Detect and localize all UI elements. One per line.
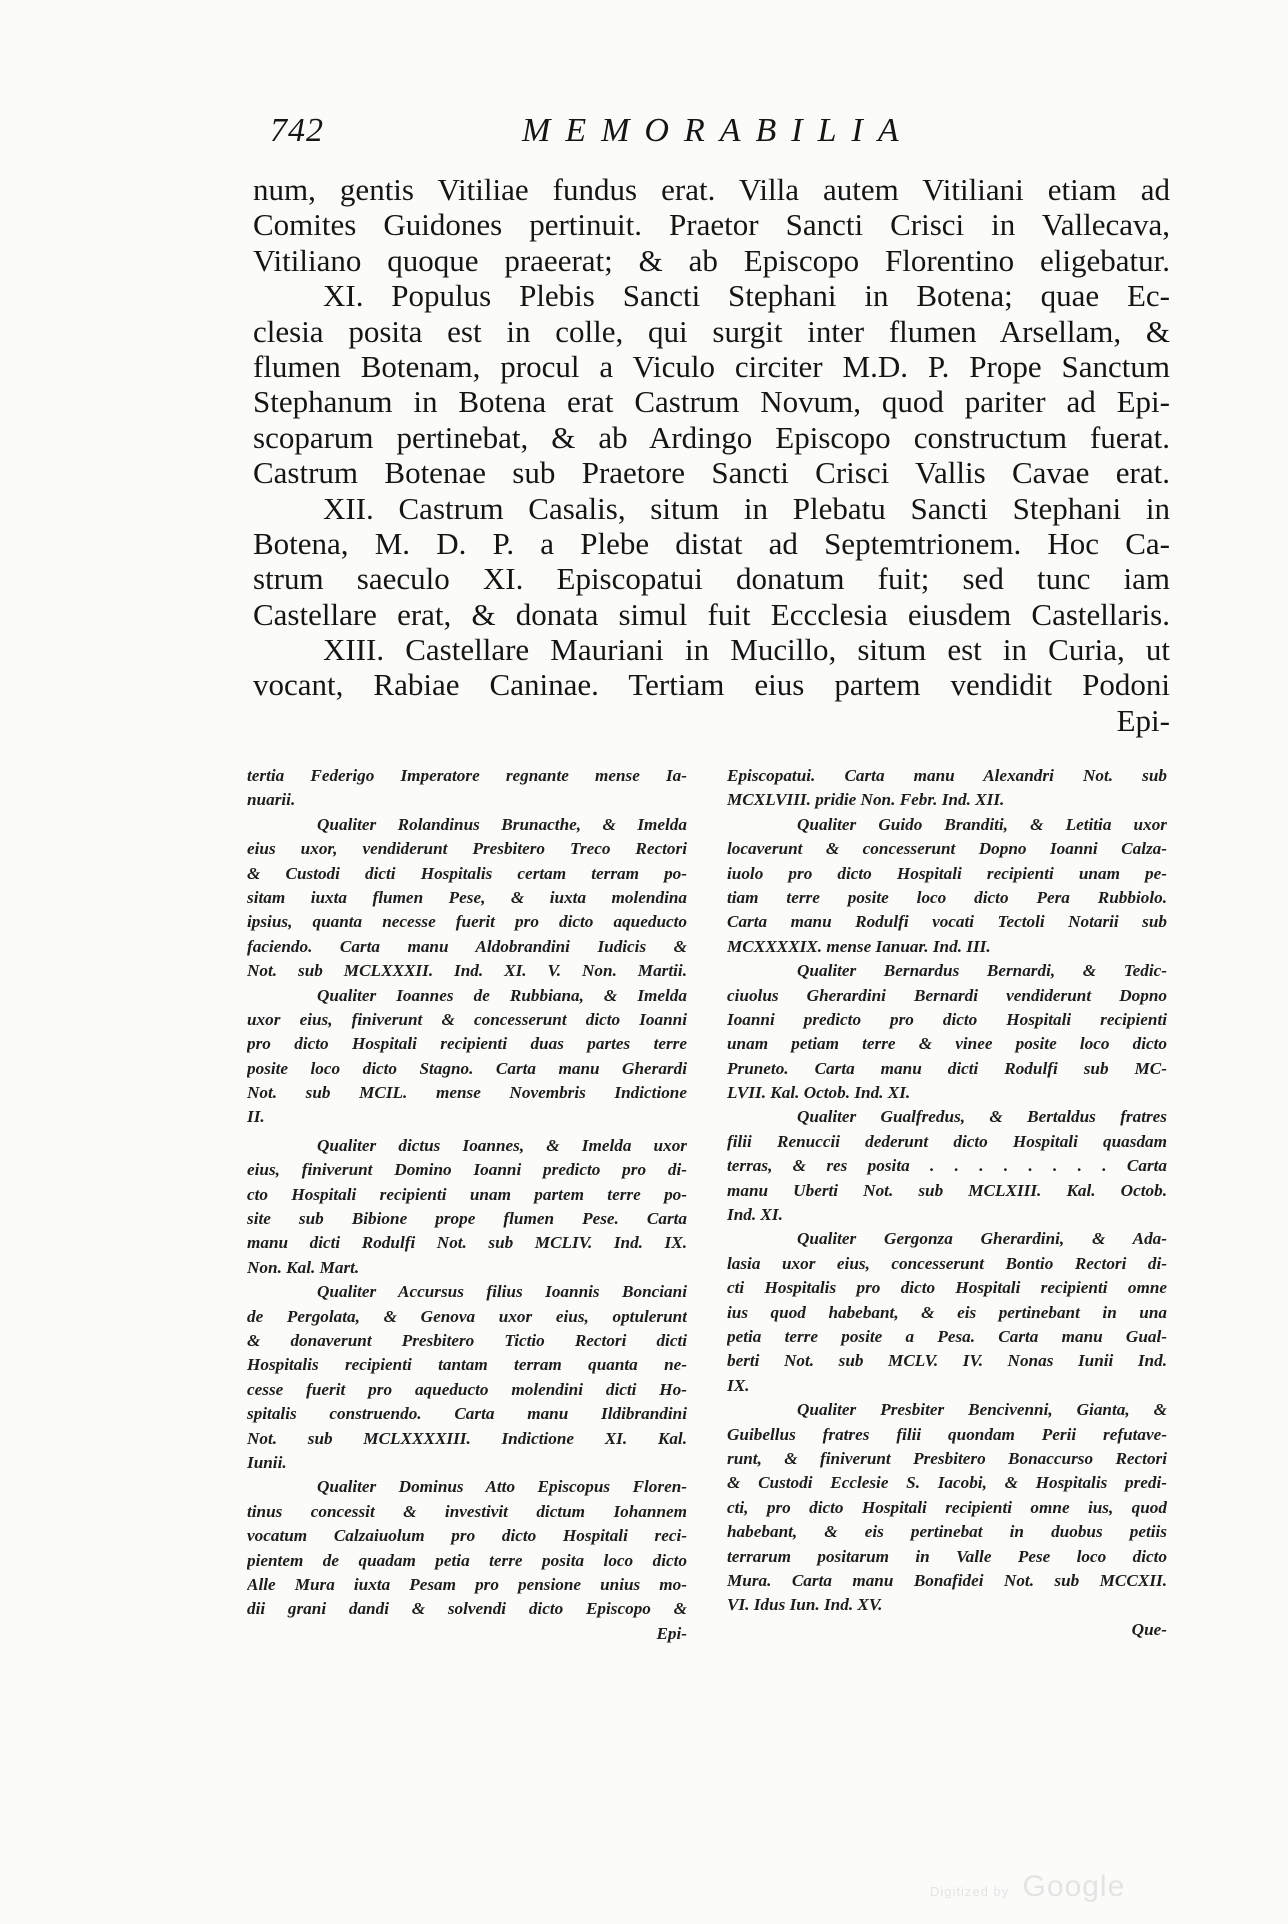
watermark-logo-text: Google <box>1022 1870 1126 1903</box>
footnote-line: dii grani dandi & solvendi dicto Episcopo & <box>247 1599 687 1619</box>
main-line: Castrum Botenae sub Praetore Sancti Crisci Vallis Cavae erat. <box>253 455 1170 491</box>
footnote-line: Qualiter Presbiter Bencivenni, Gianta, & <box>797 1400 1167 1420</box>
watermark-small-text: Digitized by <box>930 1884 1010 1899</box>
footnote-catchword: Epi- <box>656 1623 687 1643</box>
footnote-line: lasia uxor eius, concesserunt Bontio Rectori di- <box>727 1253 1167 1273</box>
footnote-line: uxor eius, finiverunt & concesserunt dicto Ioanni <box>247 1009 687 1029</box>
footnote-line: eius, finiverunt Domino Ioanni predicto pro di- <box>247 1160 687 1180</box>
footnote-line: Qualiter Bernardus Bernardi, & Tedic- <box>797 961 1167 981</box>
footnote-line: & Custodi Ecclesie S. Iacobi, & Hospitalis predi- <box>727 1473 1167 1493</box>
main-line: XIII. Castellare Mauriani in Mucillo, situm est in Curia, ut <box>323 632 1170 668</box>
footnote-line: & donaverunt Presbitero Tictio Rectori dicti <box>247 1330 687 1350</box>
main-text-body <box>253 172 1170 738</box>
footnote-line: terras, & res posita . . . . . . . . Carta <box>727 1156 1167 1176</box>
footnote-line: tiam terre posite loco dicto Pera Rubbiolo. <box>727 887 1167 907</box>
footnote-line: vocatum Calzaiuolum pro dicto Hospitali reci- <box>247 1526 687 1546</box>
footnote-line: Qualiter Rolandinus Brunacthe, & Imelda <box>317 814 687 834</box>
footnote-line: unam petiam terre & vinee posite loco dicto <box>727 1034 1167 1054</box>
footnote-line: II. <box>247 1107 265 1127</box>
footnote-line: Episcopatui. Carta manu Alexandri Not. sub <box>727 766 1167 785</box>
main-line: num, gentis Vitiliae fundus erat. Villa autem Vitiliani etiam ad <box>253 172 1170 207</box>
footnote-line: posite loco dicto Stagno. Carta manu Gherardi <box>247 1058 687 1078</box>
footnote-line: petia terre posite a Pesa. Carta manu Gual- <box>727 1326 1167 1346</box>
footnote-line: site sub Bibione prope flumen Pese. Carta <box>247 1209 687 1229</box>
footnote-line: Qualiter Accursus filius Ioannis Bonciani <box>317 1282 687 1302</box>
footnote-line: habebant, & eis pertinebat in duobus petiis <box>727 1522 1167 1542</box>
footnote-line: IX. <box>727 1375 750 1395</box>
footnote-line: nuarii. <box>247 790 296 810</box>
running-title: MEMORABILIA <box>522 112 914 149</box>
footnote-line: VI. Idus Iun. Ind. XV. <box>727 1595 883 1615</box>
footnote-line: Not. sub MCLXXXII. Ind. XI. V. Non. Martii. <box>247 961 687 981</box>
footnote-line: manu dicti Rodulfi Not. sub MCLIV. Ind. IX. <box>247 1233 687 1253</box>
footnote-column-right <box>727 764 1167 1642</box>
footnote-line: pro dicto Hospitali recipienti duas partes terre <box>247 1034 687 1054</box>
main-line: Stephanum in Botena erat Castrum Novum, quod pariter ad Epi- <box>253 384 1170 420</box>
main-line: flumen Botenam, procul a Viculo circiter M.D. P. Prope Sanctum <box>253 348 1170 384</box>
footnote-line: berti Not. sub MCLV. IV. Nonas Iunii Ind. <box>727 1351 1167 1371</box>
footnote-line: cto Hospitali recipienti unam partem terre po- <box>247 1184 687 1204</box>
main-line: strum saeculo XI. Episcopatui donatum fuit; sed tunc iam <box>253 561 1170 597</box>
footnote-line: de Pergolata, & Genova uxor eius, optulerunt <box>247 1306 687 1326</box>
footnote-line: cti Hospitalis pro dicto Hospitali recipienti omne <box>727 1278 1167 1298</box>
footnote-line: filii Renuccii dederunt dicto Hospitali quasdam <box>727 1131 1167 1151</box>
footnote-line: Hospitalis recipienti tantam terram quanta ne- <box>247 1355 687 1375</box>
footnote-line: manu Uberti Not. sub MCLXIII. Kal. Octob. <box>727 1180 1167 1200</box>
footnote-line: Qualiter Gergonza Gherardini, & Ada- <box>797 1229 1167 1249</box>
footnote-catchword: Que- <box>1131 1619 1167 1639</box>
footnote-line: LVII. Kal. Octob. Ind. XI. <box>727 1083 911 1103</box>
main-line: Comites Guidones pertinuit. Praetor Sancti Crisci in Vallecava, <box>253 207 1170 243</box>
footnote-line: cti, pro dicto Hospitali recipienti omne ius, quod <box>727 1497 1167 1517</box>
main-line: clesia posita est in colle, qui surgit inter flumen Arsellam, & <box>253 313 1170 349</box>
footnote-line: Qualiter dictus Ioannes, & Imelda uxor <box>317 1135 687 1155</box>
page-number: 742 <box>270 112 324 149</box>
footnote-line: tertia Federigo Imperatore regnante mense Ia- <box>247 766 687 785</box>
footnote-line: cesse fuerit pro aqueducto molendini dicti Ho- <box>247 1379 687 1399</box>
footnote-line: Iunii. <box>247 1452 287 1472</box>
footnote-line: sitam iuxta flumen Pese, & iuxta molendina <box>247 887 687 907</box>
footnote-line: Alle Mura iuxta Pesam pro pensione unius mo- <box>247 1574 687 1594</box>
footnote-line: Qualiter Dominus Atto Episcopus Floren- <box>317 1477 687 1497</box>
main-line: XII. Castrum Casalis, situm in Plebatu Sancti Stephani in <box>323 490 1170 526</box>
footnote-line: MCXXXXIX. mense Ianuar. Ind. III. <box>727 936 991 956</box>
footnote-line: Qualiter Ioannes de Rubbiana, & Imelda <box>317 985 687 1005</box>
footnote-line: MCXLVIII. pridie Non. Febr. Ind. XII. <box>727 790 1005 810</box>
footnote-line: faciendo. Carta manu Aldobrandini Iudicis & <box>247 936 687 956</box>
footnote-line: Mura. Carta manu Bonafidei Not. sub MCCXII. <box>727 1570 1167 1590</box>
footnote-line: Qualiter Guido Branditi, & Letitia uxor <box>797 814 1167 834</box>
footnote-line: tinus concessit & investivit dictum Iohannem <box>247 1501 687 1521</box>
footnote-line: Qualiter Gualfredus, & Bertaldus fratres <box>797 1107 1167 1127</box>
footnote-line: Not. sub MCLXXXXIII. Indictione XI. Kal. <box>247 1428 687 1448</box>
footnote-line: iuolo pro dicto Hospitali recipienti unam pe- <box>727 863 1167 883</box>
main-line: XI. Populus Plebis Sancti Stephani in Botena; quae Ec- <box>323 278 1170 314</box>
footnote-line: ciuolus Gherardini Bernardi vendiderunt Dopno <box>727 985 1167 1005</box>
main-line: Botena, M. D. P. a Plebe distat ad Septemtrionem. Hoc Ca- <box>253 525 1170 561</box>
footnote-line: Non. Kal. Mart. <box>247 1257 360 1277</box>
main-line: Vitiliano quoque praeerat; & ab Episcopo Florentino eligebatur. <box>253 242 1170 278</box>
page-header <box>270 112 1030 162</box>
catchword: Epi- <box>1116 702 1170 738</box>
footnote-line: Guibellus fratres filii quondam Perii refutave- <box>727 1424 1167 1444</box>
footnote-line: & Custodi dicti Hospitalis certam terram po- <box>247 863 687 883</box>
footnote-line: ius quod habebant, & eis pertinebant in una <box>727 1302 1167 1322</box>
footnote-line: locaverunt & concesserunt Dopno Ioanni Calza- <box>727 839 1167 859</box>
footnote-line: Ind. XI. <box>727 1205 783 1225</box>
footnote-line: Pruneto. Carta manu dicti Rodulfi sub MC- <box>727 1058 1167 1078</box>
main-line: Castellare erat, & donata simul fuit Eccclesia eiusdem Castellaris. <box>253 596 1170 632</box>
footnote-line: ipsius, quanta necesse fuerit pro dicto aqueducto <box>247 912 687 932</box>
footnote-column-left <box>247 764 687 1646</box>
main-line: vocant, Rabiae Caninae. Tertiam eius partem vendidit Podoni <box>253 667 1170 703</box>
footnote-line: terrarum positarum in Valle Pese loco dicto <box>727 1546 1167 1566</box>
main-line: scoparum pertinebat, & ab Ardingo Episcopo constructum fuerat. <box>253 419 1170 455</box>
footnote-line: pientem de quadam petia terre posita loco dicto <box>247 1550 687 1570</box>
footnote-line: Not. sub MCIL. mense Novembris Indictione <box>247 1083 687 1103</box>
digitization-watermark <box>930 1870 1180 1914</box>
footnote-line: Carta manu Rodulfi vocati Tectoli Notarii sub <box>727 912 1167 932</box>
footnote-line: spitalis construendo. Carta manu Ildibrandini <box>247 1404 687 1424</box>
footnote-line: eius uxor, vendiderunt Presbitero Treco Rectori <box>247 839 687 859</box>
footnote-line: Ioanni predicto pro dicto Hospitali recipienti <box>727 1009 1167 1029</box>
footnote-line: runt, & finiverunt Presbitero Bonaccurso Rectori <box>727 1448 1167 1468</box>
